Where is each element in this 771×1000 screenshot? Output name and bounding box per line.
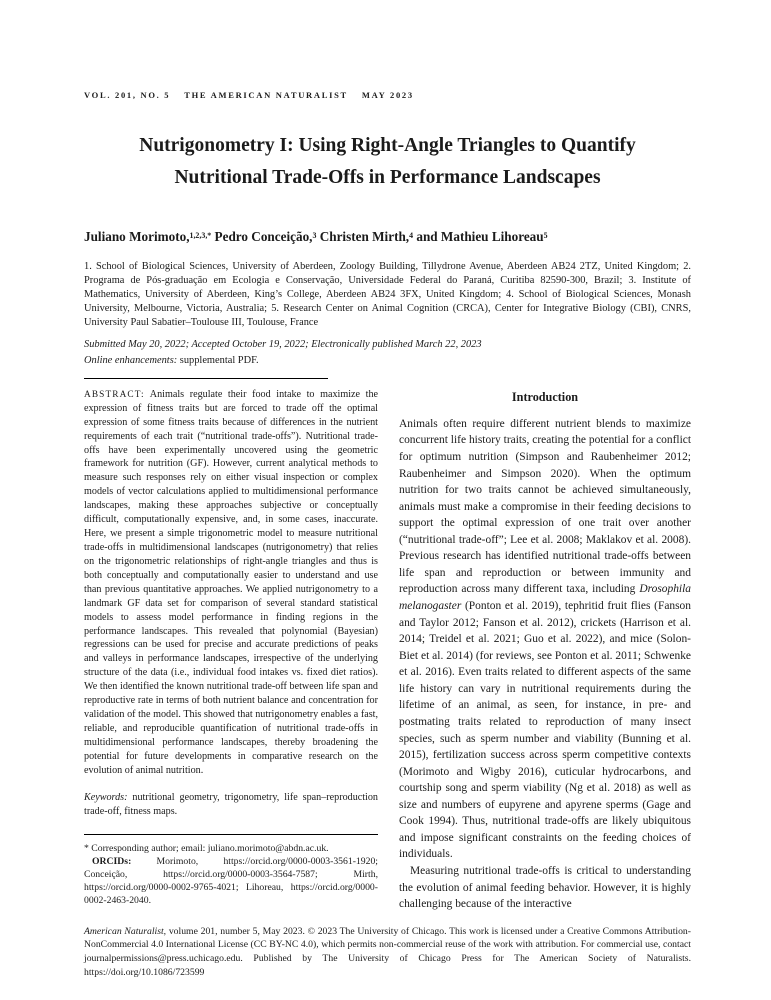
journal-header (84, 90, 691, 100)
journal-volume: VOL. 201, NO. 5 (84, 90, 171, 100)
left-column (84, 388, 378, 913)
introduction-paragraph-2: Measuring nutritional trade-offs is critical to understanding the evolution of animal feeding behavior. However, it is highly challenging because of the interactive (399, 865, 691, 911)
page-title: Nutrigonometry I: Using Right-Angle Triangles to Quantify Nutritional Trade-Offs in Performance Landscapes (139, 135, 636, 188)
abstract-paragraph: ABSTRACT: Animals regulate their food intake to maximize the expression of fitness traits but are forced to trade off the optimal expression of some fitness traits because of differences in the nutrient requirements of each trait (“nutritional trade-offs”). Nutritional trade-offs have been experimentally uncovered using the geometric framework for nutrition (GF). However, current analytical methods to measure such responses rely on either visual inspection or complex models of vector calculations applied to multidimensional performance landscapes, making these approaches subjective or conceptually difficult, computationally expensive, and, in some cases, inaccurate. Here, we present a simple trigonometric model to measure nutritional trade-offs in multidimensional landscapes (nutrigonometry) that relies on the trigonometric relationships of right-angle triangles and thus is both conceptually and computationally easier to understand and use than previous quantitative approaches. We applied nutrigonometry to a landmark GF data set for comparison of several standard statistical models to assess model performance in finding regions in the performance landscapes. This revealed that polynomial (Bayesian) regressions can be used for precise and accurate predictions of peaks and valleys in performance landscapes, irrespective of the underlying structure of the data (i.e., individual food intakes vs. fixed diet ratios). We then identified the known nutritional trade-off between life span and reproductive rate in terms of both nutrient balance and concentration for validation of the model. This showed that nutrigonometry enables a fast, reliable, and reproducible quantification of nutritional trade-offs in multidimensional performance landscapes, thereby broadening the potential for future developments in comparative research on the evolution of animal nutrition. (84, 388, 378, 776)
introduction-heading: Introduction (511, 389, 579, 404)
footnote-separator-rule (84, 834, 378, 835)
keywords-paragraph: Keywords: nutritional geometry, trigonometry, life span–reproduction trade-off, fitness maps. (84, 791, 378, 817)
affiliations: 1. School of Biological Sciences, University of Aberdeen, Zoology Building, Tillydrone Avenue, Aberdeen AB24 2TZ, United Kingdom; 2. Programa de Pós-graduação em Ecologia e Conservação, Universidade Federal do Paraná, Curitiba 82590-300, Brazil; 3. Institute of Mathematics, University of Aberdeen, King’s College, Aberdeen AB24 3FX, United Kingdom; 4. School of Biological Sciences, Monash University, Melbourne, Victoria, Australia; 5. Research Center on Animal Cognition (CRCA), Center for Integrative Biology (CBI), CNRS, University Paul Sabatier–Toulouse III, Toulouse, France (84, 261, 691, 328)
submission-history: Submitted May 20, 2022; Accepted October 19, 2022; Electronically published March 22, 2023 (84, 338, 482, 350)
introduction-paragraph-1: Animals often require different nutrient blends to maximize concurrent life history traits, creating the potential for a conflict for optimum nutrition (Simpson and Raubenheimer 2012; Raubenheimer and Simpson 2020). When the optimum nutrition for two traits cannot be achieved simultaneously, animals must make a compromise in their feeding decisions to support the optimal expression of one trait over another (“nutritional trade-off”; Lee et al. 2008; Maklakov et al. 2008). Previous research has identified nutritional trade-offs between life span and reproduction or between immunity and reproduction across many different taxa, including Drosophila melanogaster (Ponton et al. 2019), tephritid fruit flies (Fanson and Taylor 2012; Fanson et al. 2012), crickets (Harrison et al. 2014; Treidel et al. 2021; Guo et al. 2022), and mice (Solon-Biet et al. 2014) (for reviews, see Ponton et al. 2011; Schwenke et al. 2016). Even traits related to different aspects of the same life history can vary in nutritional requirements during the lifetime of an animal, as seen, for instance, in pre- and postmating traits related to reproduction of many insect species, such as sperm number and viability (Bunning et al. 2015), fertilization success across sperm competitive contexts (Morimoto and Wigby 2016), cuticular hydrocarbons, and courtship song and sperm viability (Ng et al. 2018) as well as size and numbers of eupyrene and apyrene sperms (Gage and Cook 1994). Thus, nutritional trade-offs are likely ubiquitous and impose significant constraints on the feeding choices of individuals. (399, 417, 691, 861)
abstract-separator-rule (84, 378, 328, 379)
corresponding-author-footnote: * Corresponding author; email: juliano.morimoto@abdn.ac.uk. (84, 842, 329, 854)
authors-line: Juliano Morimoto,$^{1,2,3,*}$ Pedro Conceição,$^3$ Christen Mirth,$^4$ and Mathieu Lihoreau$^5$ (84, 229, 548, 245)
copyright-footer: American Naturalist, volume 201, number 5, May 2023. © 2023 The University of Chicago. This work is licensed under a Creative Commons Attribution-NonCommercial 4.0 International License (CC BY-NC 4.0), which permits non-commercial reuse of the work with attribution. For commercial use, contact journalpermissions@press.uchicago.edu. Published by The University of Chicago Press for The American Society of Naturalists. https://doi.org/10.1086/723599 (84, 925, 691, 979)
right-column (399, 388, 691, 913)
journal-date: MAY 2023 (361, 90, 414, 100)
journal-name: THE AMERICAN NATURALIST (184, 90, 348, 100)
orcids-footnote: ORCIDs: Morimoto, https://orcid.org/0000-0003-3561-1920; Conceição, https://orcid.org/0000-0003-3564-7587; Mirth, https://orcid.org/0000-0002-9765-4021; Lihoreau, https://orcid.org/0000-0002-2463-2040. (84, 855, 378, 906)
two-column-body (84, 388, 691, 913)
online-enhancements: Online enhancements: supplemental PDF. (84, 354, 259, 366)
